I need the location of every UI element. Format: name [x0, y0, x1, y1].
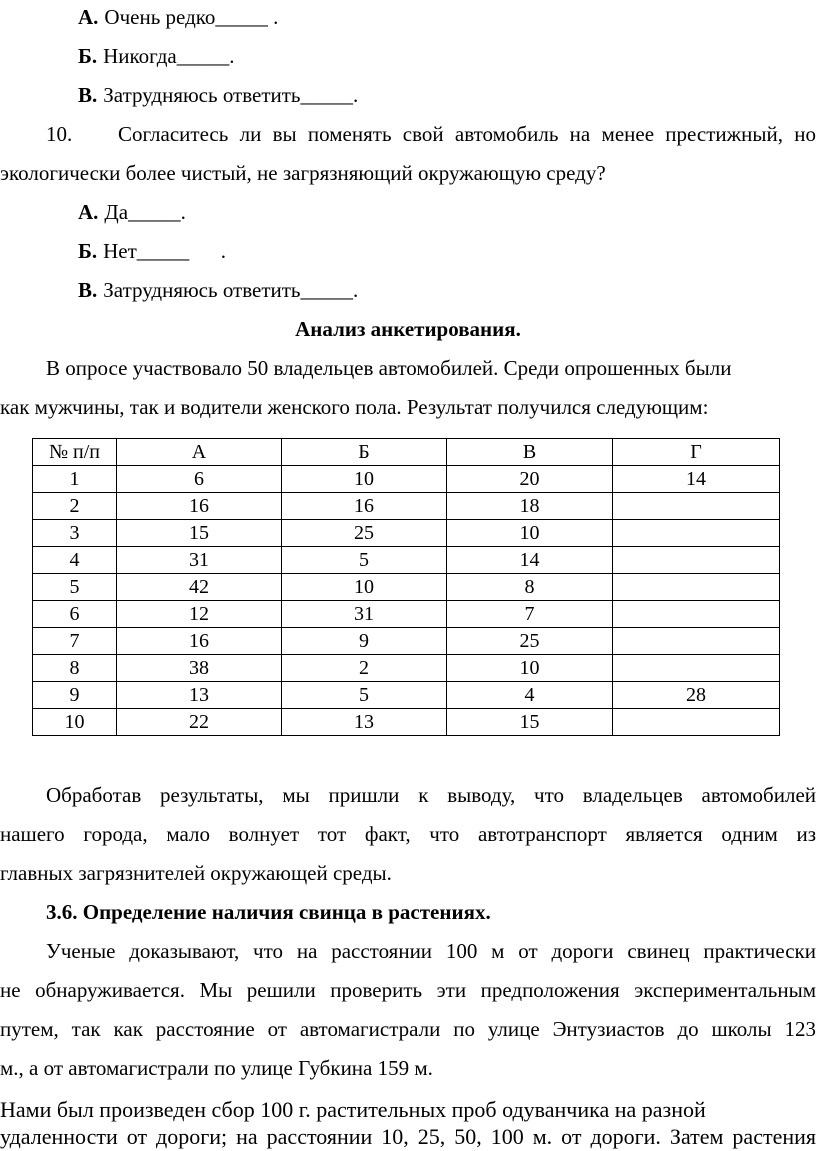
table-cell: 12 [117, 601, 282, 628]
table-cell: 20 [447, 466, 613, 493]
table-cell: 10 [282, 466, 447, 493]
table-cell [613, 574, 780, 601]
header-cell: Б [282, 439, 447, 466]
q10-option-v [78, 277, 358, 303]
table-cell: 31 [282, 601, 447, 628]
table-cell: 13 [282, 709, 447, 736]
table-cell [613, 493, 780, 520]
table-cell: 15 [447, 709, 613, 736]
header-cell: А [117, 439, 282, 466]
option-text: Нет_____ . [103, 239, 227, 263]
table-row [33, 628, 780, 655]
table-cell: 2 [282, 655, 447, 682]
option-text: Никогда_____. [103, 44, 235, 68]
table-cell: 13 [117, 682, 282, 709]
header-cell: № п/п [33, 439, 117, 466]
table-cell [613, 709, 780, 736]
table-cell: 5 [282, 547, 447, 574]
table-cell: 10 [447, 520, 613, 547]
table-cell: 28 [613, 682, 780, 709]
table-row [33, 709, 780, 736]
section-heading: 3.6. Определение наличия свинца в растениях. [46, 900, 491, 924]
table-cell: 6 [33, 601, 117, 628]
q9-option-v [78, 82, 358, 108]
section-p1-line4: м., а от автомагистрали по улице Губкина 159 м. [0, 1056, 433, 1080]
table-cell: 42 [117, 574, 282, 601]
table-header-row [33, 439, 780, 466]
option-letter: Б. [78, 44, 98, 68]
table-row [33, 601, 780, 628]
option-text: Очень редко_____ . [104, 5, 279, 29]
table-cell [613, 520, 780, 547]
table-cell: 5 [282, 682, 447, 709]
table-cell: 16 [282, 493, 447, 520]
table-cell: 5 [33, 574, 117, 601]
header-cell: Г [613, 439, 780, 466]
q9-option-b [78, 43, 235, 69]
table-cell: 4 [447, 682, 613, 709]
table-cell [613, 655, 780, 682]
table-cell [613, 601, 780, 628]
table-cell: 25 [447, 628, 613, 655]
table-row [33, 547, 780, 574]
table-cell: 8 [447, 574, 613, 601]
q10-option-b [78, 238, 226, 264]
table-cell: 1 [33, 466, 117, 493]
table-cell: 6 [117, 466, 282, 493]
table-cell: 10 [282, 574, 447, 601]
table-row [33, 682, 780, 709]
header-cell: В [447, 439, 613, 466]
table-cell: 16 [117, 628, 282, 655]
section-p1-line3: путем, так как расстояние от автомагистрали по улице Энтузиастов до школы 123 [0, 1017, 816, 1041]
option-letter: А. [78, 200, 99, 224]
table-cell: 22 [117, 709, 282, 736]
option-letter: В. [78, 278, 98, 302]
table-cell: 8 [33, 655, 117, 682]
analysis-intro-line2: как мужчины, так и водители женского пола. Результат получился следующим: [0, 395, 709, 419]
table-cell [613, 547, 780, 574]
table-cell: 9 [33, 682, 117, 709]
q10-question-line1: Согласитесь ли вы поменять свой автомобиль на менее престижный, но [118, 122, 816, 146]
table-cell: 10 [33, 709, 117, 736]
option-letter: А. [78, 5, 99, 29]
table-cell: 7 [447, 601, 613, 628]
table-row [33, 655, 780, 682]
table-cell: 14 [447, 547, 613, 574]
table-cell: 3 [33, 520, 117, 547]
conclusion-line1: Обработав результаты, мы пришли к выводу, что владельцев автомобилей [46, 783, 816, 807]
q10-question-line2: экологически более чистый, не загрязняющий окружающую среду? [0, 161, 606, 185]
option-letter: В. [78, 83, 98, 107]
table-row [33, 520, 780, 547]
table-row [33, 493, 780, 520]
section-p1-line1: Ученые доказывают, что на расстоянии 100 м от дороги свинец практически [46, 939, 816, 963]
section-p2-line2: удаленности от дороги; на расстоянии 10, 25, 50, 100 м. от дороги. Затем растения [0, 1124, 816, 1149]
option-text: Затрудняюсь ответить_____. [103, 278, 359, 302]
table-cell: 25 [282, 520, 447, 547]
table-cell: 4 [33, 547, 117, 574]
table-cell: 31 [117, 547, 282, 574]
analysis-heading: Анализ анкетирования. [295, 317, 521, 341]
analysis-intro-line1: В опросе участвовало 50 владельцев автомобилей. Среди опрошенных были [46, 356, 732, 380]
survey-results-table [32, 438, 780, 736]
table-cell: 16 [117, 493, 282, 520]
option-text: Да_____. [104, 200, 186, 224]
conclusion-line2: нашего города, мало волнует тот факт, что автотранспорт является одним из [0, 822, 816, 846]
table-cell [613, 628, 780, 655]
table-cell: 38 [117, 655, 282, 682]
q10-number: 10. [46, 122, 73, 146]
table-cell: 7 [33, 628, 117, 655]
conclusion-line3: главных загрязнителей окружающей среды. [0, 861, 392, 885]
table-cell: 10 [447, 655, 613, 682]
table-row [33, 574, 780, 601]
q10-option-a [78, 199, 186, 225]
table-cell: 18 [447, 493, 613, 520]
table-cell: 9 [282, 628, 447, 655]
q9-option-a [78, 4, 278, 30]
table-cell: 2 [33, 493, 117, 520]
table-cell: 15 [117, 520, 282, 547]
section-p2-line1: Нами был произведен сбор 100 г. растительных проб одуванчика на разной [0, 1097, 706, 1122]
section-p1-line2: не обнаруживается. Мы решили проверить эти предположения экспериментальным [0, 978, 816, 1002]
table-cell: 14 [613, 466, 780, 493]
option-letter: Б. [78, 239, 98, 263]
table-row [33, 466, 780, 493]
option-text: Затрудняюсь ответить_____. [103, 83, 359, 107]
